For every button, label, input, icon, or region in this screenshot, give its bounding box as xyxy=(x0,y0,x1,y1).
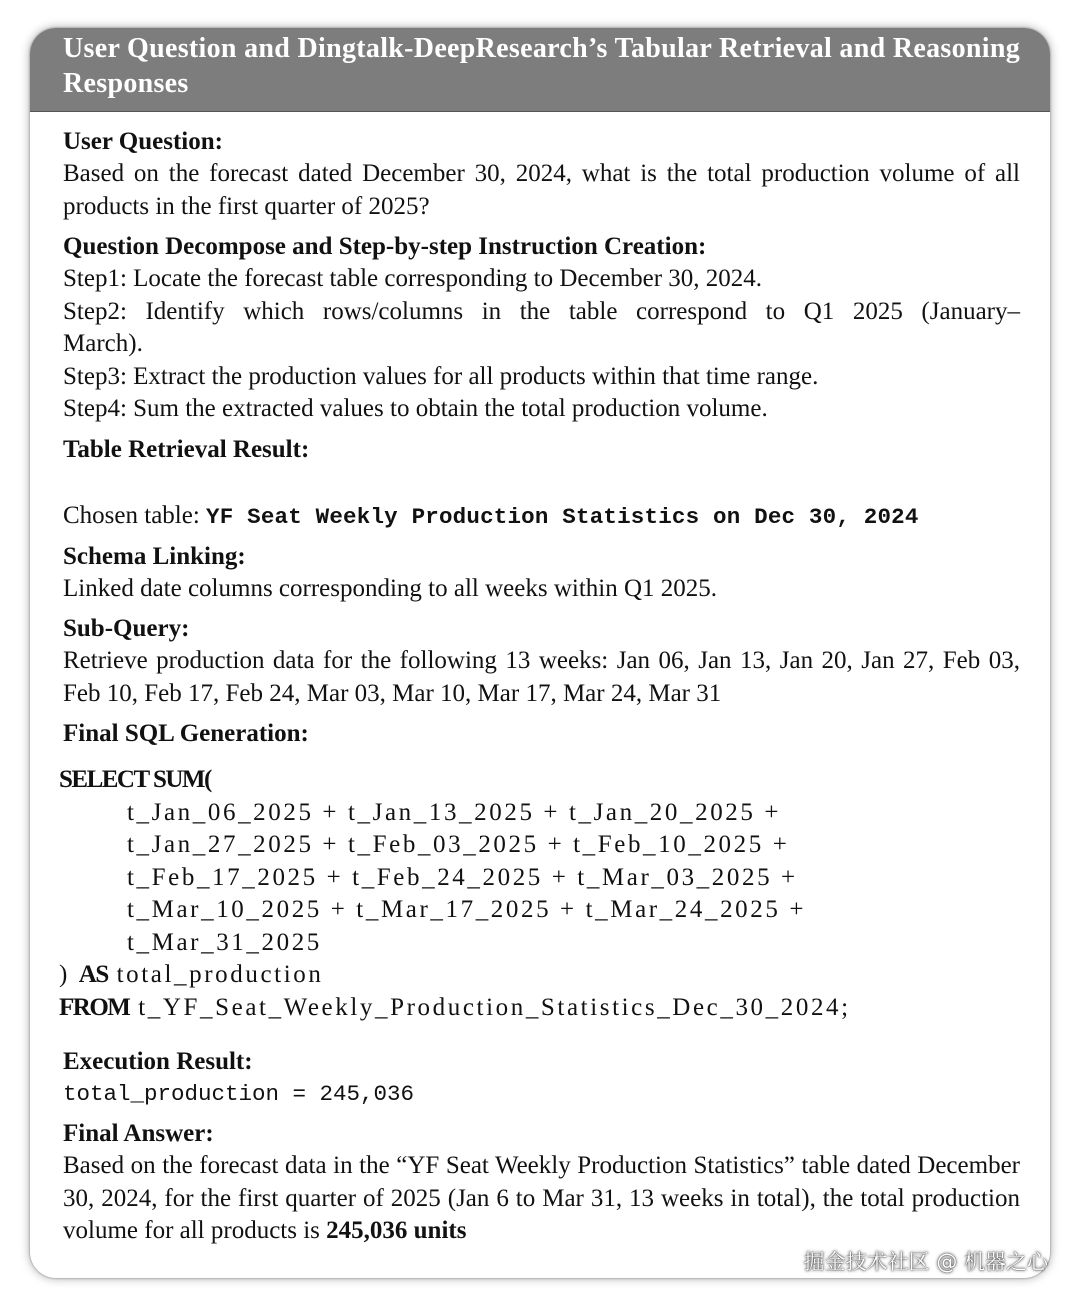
user-question-text: Based on the forecast dated December 30, 2024, what is the total production volume of all products in the first quarter of 2025? xyxy=(63,160,1020,220)
schema-linking-title: Schema Linking: xyxy=(63,542,246,570)
step-3: Step3: Extract the production values for all products within that time range. xyxy=(63,362,819,390)
response-card xyxy=(30,28,1050,1278)
final-answer-text xyxy=(63,1150,1020,1248)
sql-select-keyword: SELECT SUM( xyxy=(59,766,211,793)
sql-from-table: t_YF_Seat_Weekly_Production_Statistics_Dec_30_2024; xyxy=(129,993,851,1021)
step-2: Step2: Identify which rows/columns in the table correspond to Q1 2025 (January–March). xyxy=(63,297,1020,357)
sql-line: t_Jan_27_2025 + t_Feb_03_2025 + t_Feb_10_2025 + xyxy=(127,831,790,858)
step-1: Step1: Locate the forecast table corresponding to December 30, 2024. xyxy=(63,265,763,292)
sql-as-keyword: AS xyxy=(78,961,108,988)
sql-as-line xyxy=(59,959,1020,992)
chosen-table xyxy=(63,500,1020,533)
step-4: Step4: Sum the extracted values to obtain the total production volume. xyxy=(63,395,768,422)
decompose-title: Question Decompose and Step-by-step Instruction Creation: xyxy=(63,233,707,260)
card-body xyxy=(30,112,1050,1248)
final-answer-body: Based on the forecast data in the “YF Seat Weekly Production Statistics” table dated December 30, 2024, for the first quarter of 2025 (Jan 6 to Mar 31, 13 weeks in total), the total production volume for all products is xyxy=(63,1152,1020,1244)
watermark: 掘金技术社区 @ 机器之心 xyxy=(803,1250,1048,1274)
sql-close-paren: ) xyxy=(59,961,79,988)
subquery-title: Sub-Query: xyxy=(63,615,190,642)
execution-text: total_production = 245,036 xyxy=(63,1081,415,1107)
subquery-text: Retrieve production data for the following 13 weeks: Jan 06, Jan 13, Jan 20, Jan 27, Feb 03, Feb 10, Feb 17, Feb 24, Mar 03, Mar 10, Mar 17, Mar 24, Mar 31 xyxy=(63,647,1020,707)
sql-from-line xyxy=(59,992,1020,1025)
sql-from-keyword: FROM xyxy=(59,993,130,1021)
chosen-table-label: Chosen table: xyxy=(63,501,207,529)
card-header: User Question and Dingtalk-DeepResearch’s Tabular Retrieval and Reasoning Responses xyxy=(30,28,1050,112)
final-answer-value: 245,036 units xyxy=(326,1217,467,1244)
chosen-table-value: YF Seat Weekly Production Statistics on Dec 30, 2024 xyxy=(206,503,919,530)
sql-alias: total_production xyxy=(107,961,324,988)
schema-linking-text: Linked date columns corresponding to all weeks within Q1 2025. xyxy=(63,574,718,602)
user-question-title: User Question: xyxy=(63,128,223,155)
sql-title: Final SQL Generation: xyxy=(63,720,309,747)
table-retrieval-title: Table Retrieval Result: xyxy=(63,435,310,463)
sql-line: t_Jan_06_2025 + t_Jan_13_2025 + t_Jan_20_2025 + xyxy=(127,798,782,826)
execution-title: Execution Result: xyxy=(63,1048,253,1075)
sql-line: t_Mar_10_2025 + t_Mar_17_2025 + t_Mar_24_2025 + xyxy=(127,896,807,923)
final-answer-title: Final Answer: xyxy=(63,1120,214,1147)
sql-line: t_Feb_17_2025 + t_Feb_24_2025 + t_Mar_03_2025 + xyxy=(127,863,798,891)
sql-line: t_Mar_31_2025 xyxy=(127,928,322,956)
sql-block xyxy=(59,764,1020,1024)
